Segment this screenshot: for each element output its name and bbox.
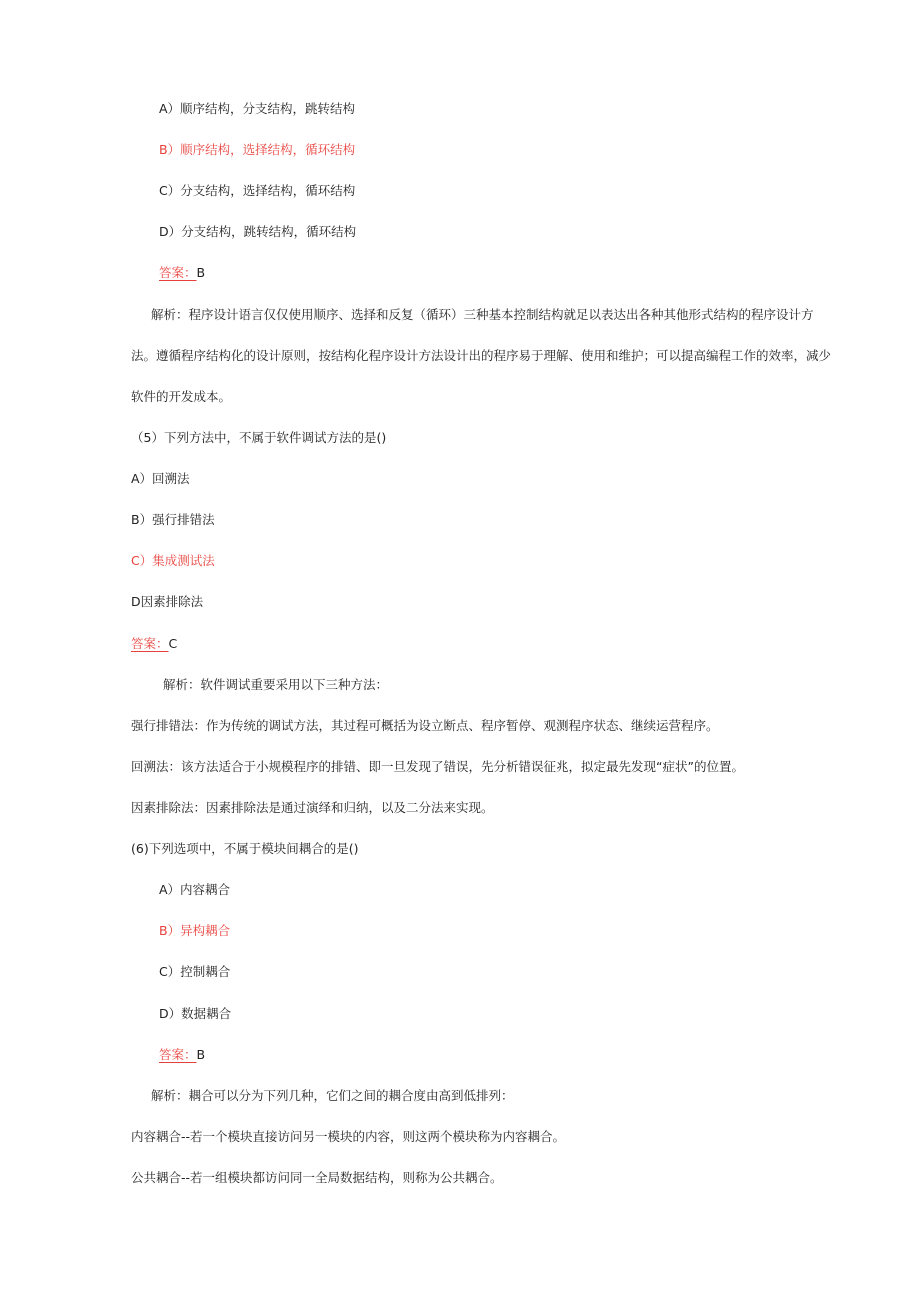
q6-answer-label: 答案： — [159, 1047, 197, 1062]
q4-analysis: 解析：程序设计语言仅仅使用顺序、选择和反复（循环）三种基本控制结构就足以表达出各种其他形式结构的程序设计方法。遵循程序结构化的设计原则，按结构化程序设计方法设计出的程序易于理解、使用和维护；可以提高编程工作的效率，减少软件的开发成本。 — [131, 307, 832, 404]
q4-answer — [159, 263, 205, 283]
q5-answer-label: 答案： — [131, 636, 169, 651]
q6-answer — [159, 1045, 205, 1065]
q5-option-d: D因素排除法 — [131, 594, 204, 609]
q5-option-b: B）强行排错法 — [131, 512, 215, 527]
q4-option-b: B）顺序结构，选择结构，循环结构 — [159, 142, 356, 157]
q6-option-c: C）控制耦合 — [159, 964, 231, 979]
q6-analysis-intro: 解析：耦合可以分为下列几种，它们之间的耦合度由高到低排列： — [151, 1088, 514, 1103]
q5-question: （5）下列方法中，不属于软件调试方法的是() — [131, 430, 387, 445]
q5-answer — [131, 634, 177, 654]
q4-option-a: A）顺序结构，分支结构，跳转结构 — [159, 101, 356, 116]
q5-answer-value: C — [168, 636, 178, 651]
q6-question: (6)下列选项中，不属于模块间耦合的是() — [131, 841, 359, 856]
q6-analysis-item: 公共耦合--若一组模块都访问同一全局数据结构，则称为公共耦合。 — [131, 1170, 503, 1185]
q5-analysis-item: 因素排除法：因素排除法是通过演绎和归纳，以及二分法来实现。 — [131, 800, 494, 815]
q4-answer-value: B — [196, 265, 206, 280]
q4-option-c: C）分支结构，选择结构，循环结构 — [159, 183, 356, 198]
q5-analysis-item: 回溯法：该方法适合于小规模程序的排错、即一旦发现了错误，先分析错误征兆，拟定最先发现“症状”的位置。 — [131, 759, 744, 774]
q5-analysis-item: 强行排错法：作为传统的调试方法，其过程可概括为设立断点、程序暂停、观测程序状态、继续运营程序。 — [131, 718, 719, 733]
q4-answer-label: 答案： — [159, 265, 197, 280]
q6-option-b: B）异构耦合 — [159, 923, 231, 938]
q4-option-d: D）分支结构，跳转结构，循环结构 — [159, 224, 357, 239]
q5-option-c: C）集成测试法 — [131, 553, 215, 568]
q6-option-d: D）数据耦合 — [159, 1006, 232, 1021]
q6-analysis-item: 内容耦合--若一个模块直接访问另一模块的内容，则这两个模块称为内容耦合。 — [131, 1129, 566, 1144]
q5-analysis-intro: 解析：软件调试重要采用以下三种方法： — [163, 677, 389, 692]
q6-option-a: A）内容耦合 — [159, 882, 231, 897]
q6-answer-value: B — [196, 1047, 206, 1062]
q5-option-a: A）回溯法 — [131, 471, 190, 486]
